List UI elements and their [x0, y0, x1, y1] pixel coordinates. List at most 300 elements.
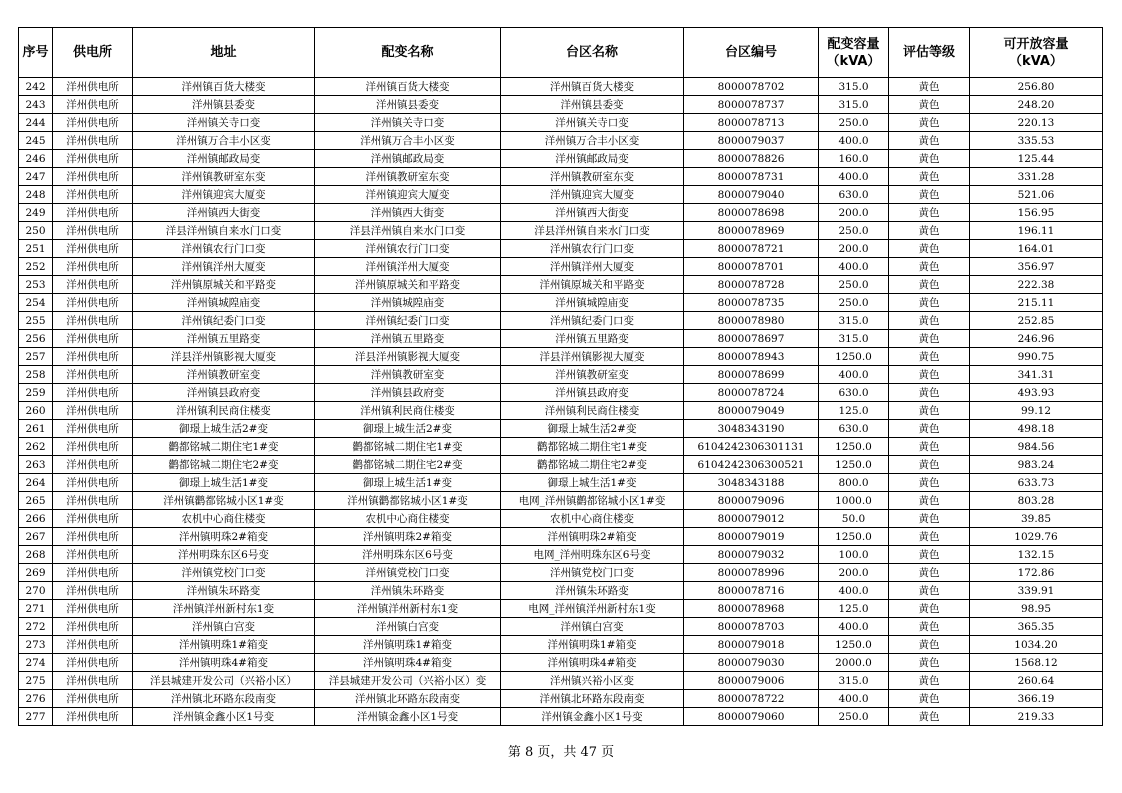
cell-address: 洋县洋州镇影视大厦变: [133, 348, 315, 366]
cell-open-capacity: 984.56: [970, 438, 1103, 456]
cell-grade: 黄色: [889, 186, 970, 204]
cell-address: 洋州镇农行门口变: [133, 240, 315, 258]
cell-area-code: 8000078724: [684, 384, 819, 402]
cell-capacity: 400.0: [819, 366, 889, 384]
cell-capacity: 125.0: [819, 402, 889, 420]
cell-area-name: 电网_洋州明珠东区6号变: [501, 546, 684, 564]
cell-capacity: 1250.0: [819, 456, 889, 474]
cell-address: 洋州镇白宫变: [133, 618, 315, 636]
cell-index: 258: [19, 366, 53, 384]
cell-area-code: 8000078980: [684, 312, 819, 330]
cell-area-name: 洋州镇洋州大厦变: [501, 258, 684, 276]
cell-address: 洋州镇五里路变: [133, 330, 315, 348]
cell-open-capacity: 172.86: [970, 564, 1103, 582]
table-row: [19, 474, 1103, 492]
cell-open-capacity: 256.80: [970, 78, 1103, 96]
table-row: [19, 600, 1103, 618]
table-row: [19, 330, 1103, 348]
header-capacity: 配变容量 （kVA）: [819, 28, 889, 78]
cell-area-code: 8000078701: [684, 258, 819, 276]
cell-area-code: 8000079030: [684, 654, 819, 672]
cell-index: 248: [19, 186, 53, 204]
cell-capacity: 315.0: [819, 96, 889, 114]
cell-transformer-name: 御璟上城生活1#变: [315, 474, 501, 492]
cell-area-code: 8000078943: [684, 348, 819, 366]
cell-capacity: 1250.0: [819, 348, 889, 366]
cell-open-capacity: 222.38: [970, 276, 1103, 294]
cell-capacity: 630.0: [819, 186, 889, 204]
cell-capacity: 400.0: [819, 132, 889, 150]
cell-transformer-name: 洋州镇党校门口变: [315, 564, 501, 582]
cell-area-name: 洋州镇原城关和平路变: [501, 276, 684, 294]
cell-index: 262: [19, 438, 53, 456]
cell-grade: 黄色: [889, 96, 970, 114]
cell-transformer-name: 洋县城建开发公司（兴裕小区）变: [315, 672, 501, 690]
cell-area-code: 8000079037: [684, 132, 819, 150]
cell-area-code: 8000078721: [684, 240, 819, 258]
cell-capacity: 1250.0: [819, 528, 889, 546]
cell-capacity: 315.0: [819, 672, 889, 690]
cell-open-capacity: 335.53: [970, 132, 1103, 150]
cell-area-name: 洋州镇明珠4#箱变: [501, 654, 684, 672]
cell-station: 洋州供电所: [53, 258, 133, 276]
table-row: [19, 636, 1103, 654]
cell-area-name: 洋州镇关寺口变: [501, 114, 684, 132]
cell-transformer-name: 洋州镇县政府变: [315, 384, 501, 402]
capacity-table: [18, 27, 1103, 726]
table-row: [19, 276, 1103, 294]
cell-station: 洋州供电所: [53, 708, 133, 726]
cell-transformer-name: 洋州镇邮政局变: [315, 150, 501, 168]
cell-address: 洋州镇县委变: [133, 96, 315, 114]
cell-index: 254: [19, 294, 53, 312]
cell-index: 267: [19, 528, 53, 546]
table-row: [19, 114, 1103, 132]
table-row: [19, 456, 1103, 474]
header-transformer-name: 配变名称: [315, 28, 501, 78]
table-row: [19, 582, 1103, 600]
cell-grade: 黄色: [889, 600, 970, 618]
cell-capacity: 125.0: [819, 600, 889, 618]
cell-area-name: 电网_洋州镇洋州新村东1变: [501, 600, 684, 618]
cell-transformer-name: 洋州镇明珠4#箱变: [315, 654, 501, 672]
cell-address: 御璟上城生活2#变: [133, 420, 315, 438]
cell-station: 洋州供电所: [53, 510, 133, 528]
table-row: [19, 384, 1103, 402]
cell-address: 农机中心商住楼变: [133, 510, 315, 528]
cell-area-name: 洋州镇百货大楼变: [501, 78, 684, 96]
cell-grade: 黄色: [889, 582, 970, 600]
cell-station: 洋州供电所: [53, 204, 133, 222]
cell-transformer-name: 洋州镇金鑫小区1号变: [315, 708, 501, 726]
cell-grade: 黄色: [889, 492, 970, 510]
cell-transformer-name: 洋州镇洋州新村东1变: [315, 600, 501, 618]
cell-index: 273: [19, 636, 53, 654]
cell-capacity: 400.0: [819, 690, 889, 708]
cell-transformer-name: 农机中心商住楼变: [315, 510, 501, 528]
cell-capacity: 400.0: [819, 618, 889, 636]
cell-area-name: 洋州镇邮政局变: [501, 150, 684, 168]
cell-address: 洋州镇明珠2#箱变: [133, 528, 315, 546]
cell-transformer-name: 洋州镇洋州大厦变: [315, 258, 501, 276]
cell-index: 245: [19, 132, 53, 150]
cell-station: 洋州供电所: [53, 240, 133, 258]
cell-station: 洋州供电所: [53, 654, 133, 672]
cell-area-name: 洋州镇县政府变: [501, 384, 684, 402]
cell-transformer-name: 洋县洋州镇影视大厦变: [315, 348, 501, 366]
cell-area-code: 8000078716: [684, 582, 819, 600]
cell-area-code: 8000078969: [684, 222, 819, 240]
cell-station: 洋州供电所: [53, 402, 133, 420]
cell-index: 251: [19, 240, 53, 258]
cell-capacity: 400.0: [819, 258, 889, 276]
cell-address: 洋县洋州镇自来水门口变: [133, 222, 315, 240]
cell-open-capacity: 493.93: [970, 384, 1103, 402]
cell-index: 276: [19, 690, 53, 708]
cell-station: 洋州供电所: [53, 582, 133, 600]
cell-area-code: 8000078996: [684, 564, 819, 582]
cell-grade: 黄色: [889, 636, 970, 654]
cell-area-code: 6104242306300521: [684, 456, 819, 474]
header-area-code: 台区编号: [684, 28, 819, 78]
table-row: [19, 222, 1103, 240]
cell-capacity: 400.0: [819, 582, 889, 600]
table-row: [19, 618, 1103, 636]
cell-area-name: 电网_洋州镇鹳都铭城小区1#变: [501, 492, 684, 510]
table-row: [19, 78, 1103, 96]
cell-open-capacity: 125.44: [970, 150, 1103, 168]
cell-area-code: 8000079018: [684, 636, 819, 654]
cell-open-capacity: 248.20: [970, 96, 1103, 114]
table-row: [19, 366, 1103, 384]
cell-transformer-name: 洋州镇迎宾大厦变: [315, 186, 501, 204]
cell-capacity: 315.0: [819, 330, 889, 348]
table-row: [19, 168, 1103, 186]
cell-index: 253: [19, 276, 53, 294]
cell-area-name: 鹳都铭城二期住宅2#变: [501, 456, 684, 474]
cell-station: 洋州供电所: [53, 78, 133, 96]
cell-address: 洋州镇县政府变: [133, 384, 315, 402]
cell-open-capacity: 252.85: [970, 312, 1103, 330]
page-footer: 第 8 页，共 47 页: [507, 745, 615, 760]
cell-open-capacity: 366.19: [970, 690, 1103, 708]
cell-area-code: 8000079006: [684, 672, 819, 690]
table-row: [19, 690, 1103, 708]
cell-capacity: 50.0: [819, 510, 889, 528]
cell-transformer-name: 洋州镇纪委门口变: [315, 312, 501, 330]
cell-capacity: 200.0: [819, 240, 889, 258]
table-row: [19, 528, 1103, 546]
cell-index: 265: [19, 492, 53, 510]
table-row: [19, 438, 1103, 456]
cell-address: 洋州镇金鑫小区1号变: [133, 708, 315, 726]
cell-grade: 黄色: [889, 204, 970, 222]
cell-open-capacity: 156.95: [970, 204, 1103, 222]
table-row: [19, 186, 1103, 204]
cell-grade: 黄色: [889, 654, 970, 672]
cell-area-name: 洋州镇城隍庙变: [501, 294, 684, 312]
cell-capacity: 630.0: [819, 420, 889, 438]
cell-open-capacity: 521.06: [970, 186, 1103, 204]
cell-open-capacity: 990.75: [970, 348, 1103, 366]
cell-capacity: 250.0: [819, 114, 889, 132]
cell-area-code: 8000079032: [684, 546, 819, 564]
cell-index: 255: [19, 312, 53, 330]
cell-grade: 黄色: [889, 564, 970, 582]
cell-capacity: 2000.0: [819, 654, 889, 672]
cell-station: 洋州供电所: [53, 438, 133, 456]
cell-index: 268: [19, 546, 53, 564]
cell-grade: 黄色: [889, 672, 970, 690]
cell-capacity: 315.0: [819, 78, 889, 96]
cell-area-code: 8000079060: [684, 708, 819, 726]
cell-capacity: 630.0: [819, 384, 889, 402]
cell-area-name: 洋州镇党校门口变: [501, 564, 684, 582]
cell-area-name: 御璟上城生活2#变: [501, 420, 684, 438]
cell-index: 249: [19, 204, 53, 222]
table-row: [19, 672, 1103, 690]
cell-address: 洋州镇北环路东段南变: [133, 690, 315, 708]
cell-area-code: 8000078728: [684, 276, 819, 294]
cell-area-name: 洋州镇金鑫小区1号变: [501, 708, 684, 726]
cell-index: 269: [19, 564, 53, 582]
cell-grade: 黄色: [889, 510, 970, 528]
cell-station: 洋州供电所: [53, 366, 133, 384]
cell-area-code: 8000078968: [684, 600, 819, 618]
cell-address: 洋州镇明珠1#箱变: [133, 636, 315, 654]
cell-transformer-name: 洋县洋州镇自来水门口变: [315, 222, 501, 240]
cell-transformer-name: 洋州镇西大街变: [315, 204, 501, 222]
cell-capacity: 250.0: [819, 222, 889, 240]
cell-open-capacity: 365.35: [970, 618, 1103, 636]
cell-index: 247: [19, 168, 53, 186]
cell-index: 264: [19, 474, 53, 492]
cell-index: 252: [19, 258, 53, 276]
cell-transformer-name: 洋州镇城隍庙变: [315, 294, 501, 312]
cell-address: 洋州镇百货大楼变: [133, 78, 315, 96]
table-body: [19, 78, 1103, 726]
header-index: 序号: [19, 28, 53, 78]
cell-open-capacity: 498.18: [970, 420, 1103, 438]
cell-capacity: 160.0: [819, 150, 889, 168]
cell-transformer-name: 洋州镇明珠2#箱变: [315, 528, 501, 546]
cell-address: 洋州镇洋州大厦变: [133, 258, 315, 276]
cell-capacity: 1250.0: [819, 636, 889, 654]
table-row: [19, 564, 1103, 582]
cell-grade: 黄色: [889, 348, 970, 366]
cell-station: 洋州供电所: [53, 528, 133, 546]
cell-capacity: 1250.0: [819, 438, 889, 456]
cell-address: 洋州镇党校门口变: [133, 564, 315, 582]
cell-grade: 黄色: [889, 258, 970, 276]
cell-address: 御璟上城生活1#变: [133, 474, 315, 492]
cell-area-name: 洋州镇县委变: [501, 96, 684, 114]
table-row: [19, 132, 1103, 150]
header-grade: 评估等级: [889, 28, 970, 78]
cell-station: 洋州供电所: [53, 600, 133, 618]
cell-area-name: 洋州镇兴裕小区变: [501, 672, 684, 690]
header-station: 供电所: [53, 28, 133, 78]
cell-grade: 黄色: [889, 276, 970, 294]
cell-grade: 黄色: [889, 618, 970, 636]
cell-capacity: 200.0: [819, 204, 889, 222]
cell-index: 270: [19, 582, 53, 600]
cell-station: 洋州供电所: [53, 294, 133, 312]
cell-index: 272: [19, 618, 53, 636]
cell-area-name: 洋县洋州镇自来水门口变: [501, 222, 684, 240]
table-row: [19, 150, 1103, 168]
cell-address: 洋州镇城隍庙变: [133, 294, 315, 312]
cell-open-capacity: 215.11: [970, 294, 1103, 312]
cell-grade: 黄色: [889, 132, 970, 150]
cell-capacity: 250.0: [819, 276, 889, 294]
cell-grade: 黄色: [889, 294, 970, 312]
cell-grade: 黄色: [889, 312, 970, 330]
cell-area-code: 8000078713: [684, 114, 819, 132]
cell-open-capacity: 220.13: [970, 114, 1103, 132]
cell-address: 洋州明珠东区6号变: [133, 546, 315, 564]
cell-area-code: 8000078735: [684, 294, 819, 312]
cell-open-capacity: 39.85: [970, 510, 1103, 528]
cell-transformer-name: 洋州镇教研室变: [315, 366, 501, 384]
cell-area-code: 8000078699: [684, 366, 819, 384]
table-row: [19, 348, 1103, 366]
cell-index: 243: [19, 96, 53, 114]
cell-grade: 黄色: [889, 384, 970, 402]
cell-area-code: 3048343188: [684, 474, 819, 492]
cell-station: 洋州供电所: [53, 672, 133, 690]
table-row: [19, 204, 1103, 222]
cell-area-code: 8000078698: [684, 204, 819, 222]
cell-capacity: 100.0: [819, 546, 889, 564]
cell-area-code: 8000079012: [684, 510, 819, 528]
cell-grade: 黄色: [889, 402, 970, 420]
cell-open-capacity: 98.95: [970, 600, 1103, 618]
cell-transformer-name: 洋州镇北环路东段南变: [315, 690, 501, 708]
cell-transformer-name: 洋州镇万合丰小区变: [315, 132, 501, 150]
cell-open-capacity: 339.91: [970, 582, 1103, 600]
table-row: [19, 312, 1103, 330]
cell-grade: 黄色: [889, 528, 970, 546]
cell-open-capacity: 164.01: [970, 240, 1103, 258]
cell-capacity: 200.0: [819, 564, 889, 582]
table-row: [19, 294, 1103, 312]
cell-open-capacity: 1568.12: [970, 654, 1103, 672]
cell-area-name: 洋州镇明珠1#箱变: [501, 636, 684, 654]
cell-address: 洋县城建开发公司（兴裕小区）: [133, 672, 315, 690]
cell-area-code: 8000078731: [684, 168, 819, 186]
cell-transformer-name: 鹳都铭城二期住宅2#变: [315, 456, 501, 474]
cell-area-name: 洋州镇利民商住楼变: [501, 402, 684, 420]
cell-station: 洋州供电所: [53, 186, 133, 204]
cell-transformer-name: 鹳都铭城二期住宅1#变: [315, 438, 501, 456]
cell-grade: 黄色: [889, 240, 970, 258]
table-row: [19, 492, 1103, 510]
cell-station: 洋州供电所: [53, 330, 133, 348]
cell-grade: 黄色: [889, 546, 970, 564]
cell-capacity: 1000.0: [819, 492, 889, 510]
cell-area-name: 洋州镇西大街变: [501, 204, 684, 222]
cell-area-name: 洋州镇万合丰小区变: [501, 132, 684, 150]
cell-area-code: 3048343190: [684, 420, 819, 438]
table-row: [19, 654, 1103, 672]
cell-transformer-name: 洋州镇朱环路变: [315, 582, 501, 600]
cell-index: 263: [19, 456, 53, 474]
cell-open-capacity: 331.28: [970, 168, 1103, 186]
cell-area-code: 8000078697: [684, 330, 819, 348]
cell-station: 洋州供电所: [53, 132, 133, 150]
cell-index: 242: [19, 78, 53, 96]
cell-address: 洋州镇西大街变: [133, 204, 315, 222]
cell-area-name: 洋州镇农行门口变: [501, 240, 684, 258]
table-row: [19, 258, 1103, 276]
cell-capacity: 315.0: [819, 312, 889, 330]
cell-station: 洋州供电所: [53, 564, 133, 582]
cell-area-name: 洋州镇迎宾大厦变: [501, 186, 684, 204]
cell-station: 洋州供电所: [53, 456, 133, 474]
cell-capacity: 250.0: [819, 708, 889, 726]
cell-index: 274: [19, 654, 53, 672]
cell-area-code: 8000078702: [684, 78, 819, 96]
table-row: [19, 240, 1103, 258]
cell-address: 洋州镇明珠4#箱变: [133, 654, 315, 672]
cell-area-code: 8000078826: [684, 150, 819, 168]
cell-station: 洋州供电所: [53, 690, 133, 708]
cell-index: 271: [19, 600, 53, 618]
cell-area-name: 洋州镇五里路变: [501, 330, 684, 348]
cell-open-capacity: 983.24: [970, 456, 1103, 474]
cell-area-name: 洋州镇白宫变: [501, 618, 684, 636]
cell-transformer-name: 洋州镇县委变: [315, 96, 501, 114]
cell-index: 256: [19, 330, 53, 348]
cell-open-capacity: 132.15: [970, 546, 1103, 564]
cell-address: 洋州镇迎宾大厦变: [133, 186, 315, 204]
cell-grade: 黄色: [889, 474, 970, 492]
cell-station: 洋州供电所: [53, 312, 133, 330]
cell-grade: 黄色: [889, 150, 970, 168]
cell-grade: 黄色: [889, 708, 970, 726]
cell-station: 洋州供电所: [53, 636, 133, 654]
cell-station: 洋州供电所: [53, 168, 133, 186]
cell-area-name: 御璟上城生活1#变: [501, 474, 684, 492]
cell-open-capacity: 99.12: [970, 402, 1103, 420]
cell-address: 洋州镇利民商住楼变: [133, 402, 315, 420]
cell-capacity: 400.0: [819, 168, 889, 186]
cell-index: 261: [19, 420, 53, 438]
cell-area-code: 8000079096: [684, 492, 819, 510]
table-row: [19, 546, 1103, 564]
cell-station: 洋州供电所: [53, 618, 133, 636]
cell-area-name: 农机中心商住楼变: [501, 510, 684, 528]
cell-transformer-name: 洋州镇鹳都铭城小区1#变: [315, 492, 501, 510]
cell-address: 洋州镇教研室东变: [133, 168, 315, 186]
cell-index: 260: [19, 402, 53, 420]
cell-address: 洋州镇关寺口变: [133, 114, 315, 132]
cell-area-code: 8000078737: [684, 96, 819, 114]
cell-grade: 黄色: [889, 366, 970, 384]
cell-address: 洋州镇邮政局变: [133, 150, 315, 168]
cell-area-code: 8000079019: [684, 528, 819, 546]
cell-transformer-name: 洋州镇百货大楼变: [315, 78, 501, 96]
cell-open-capacity: 356.97: [970, 258, 1103, 276]
cell-area-name: 洋州镇北环路东段南变: [501, 690, 684, 708]
cell-transformer-name: 洋州明珠东区6号变: [315, 546, 501, 564]
cell-open-capacity: 803.28: [970, 492, 1103, 510]
cell-address: 鹳都铭城二期住宅1#变: [133, 438, 315, 456]
cell-area-name: 洋州镇教研室东变: [501, 168, 684, 186]
header-open-capacity: 可开放容量 （kVA）: [970, 28, 1103, 78]
cell-address: 鹳都铭城二期住宅2#变: [133, 456, 315, 474]
